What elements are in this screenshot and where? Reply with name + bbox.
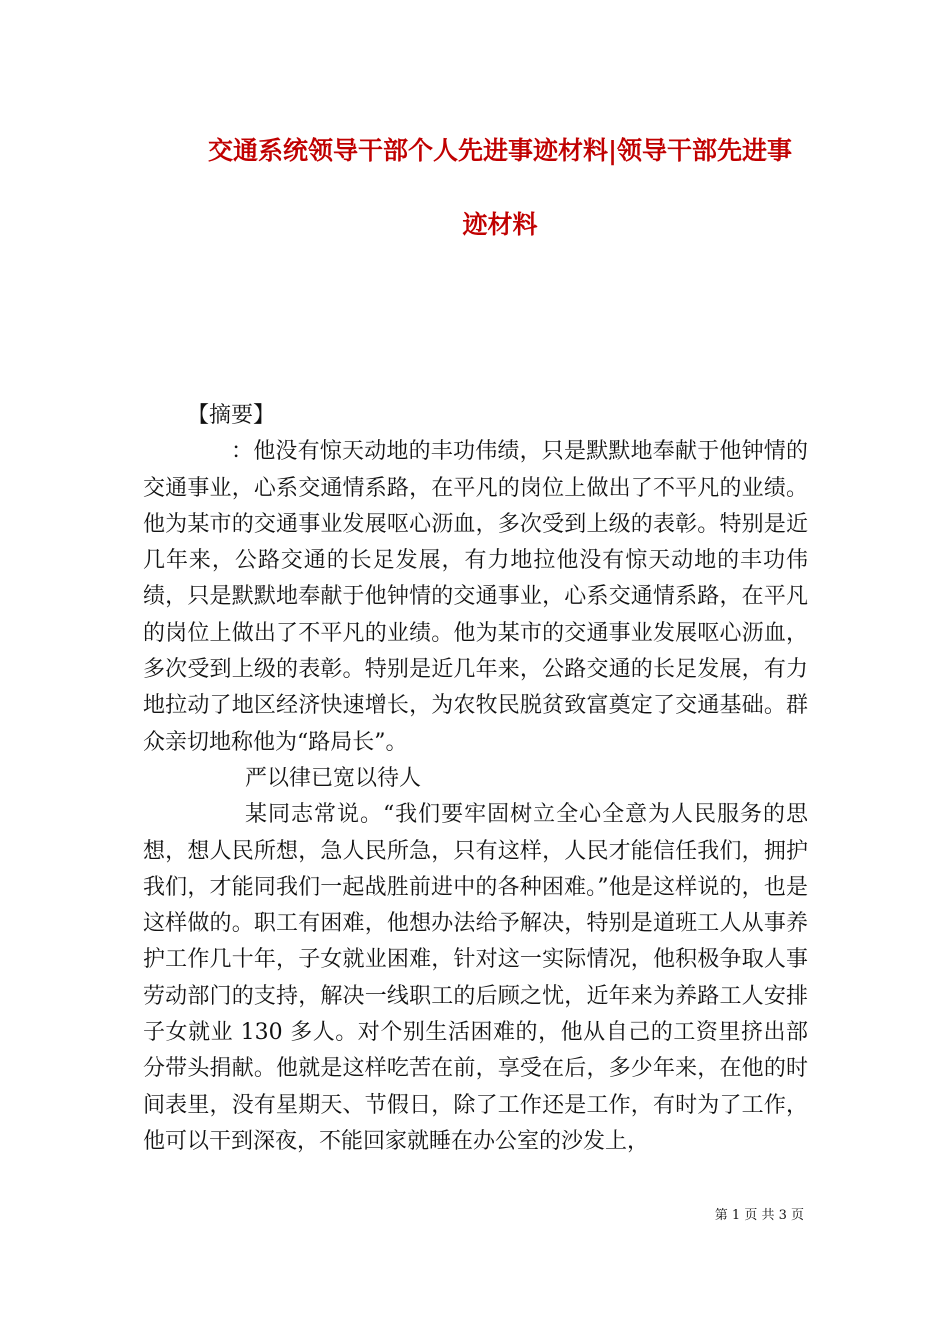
page-number-footer: 第 1 页 共 3 页: [714, 1208, 804, 1223]
abstract-label: 【摘要】: [187, 403, 276, 428]
document-title-line-1: 交通系统领导干部个人先进事迹材料|领导干部先进事: [207, 136, 793, 165]
section-heading: 严以律已宽以待人: [245, 765, 422, 791]
document-title-line-2: 迹材料: [462, 210, 538, 239]
document-body: [143, 398, 808, 1160]
body-paragraph: 某同志常说。“我们要牢固树立全心全意为人民服务的思想，想人民所想，急人民所急，只有这样，人民才能信任我们，拥护我们，才能同我们一起战胜前进中的各种困难。”他是这样说的，也是这样做的。职工有困难，他想办法给予解决，特别是道班工人从事养护工作几十年，子女就业困难，针对这一实际情况，他积极争取人事劳动部门的支持，解决一线职工的后顾之忧，近年来为养路工人安排子女就业 130 多人。对个别生活困难的，他从自己的工资里挤出部分带头捐献。他就是这样吃苦在前，享受在后，多少年来，在他的时间表里，没有星期天、节假日，除了工作还是工作，有时为了工作，他可以干到深夜，不能回家就睡在办公室的沙发上，: [143, 802, 808, 1154]
abstract-text: ：他没有惊天动地的丰功伟绩，只是默默地奉献于他钟情的交通事业，心系交通情系路，在平凡的岗位上做出了不平凡的业绩。他为某市的交通事业发展呕心沥血，多次受到上级的表彰。特别是近几年来，公路交通的长足发展，有力地拉他没有惊天动地的丰功伟绩，只是默默地奉献于他钟情的交通事业，心系交通情系路，在平凡的岗位上做出了不平凡的业绩。他为某市的交通事业发展呕心沥血，多次受到上级的表彰。特别是近几年来，公路交通的长足发展，有力地拉动了地区经济快速增长，为农牧民脱贫致富奠定了交通基础。群众亲切地称他为“路局长”。: [143, 439, 808, 755]
